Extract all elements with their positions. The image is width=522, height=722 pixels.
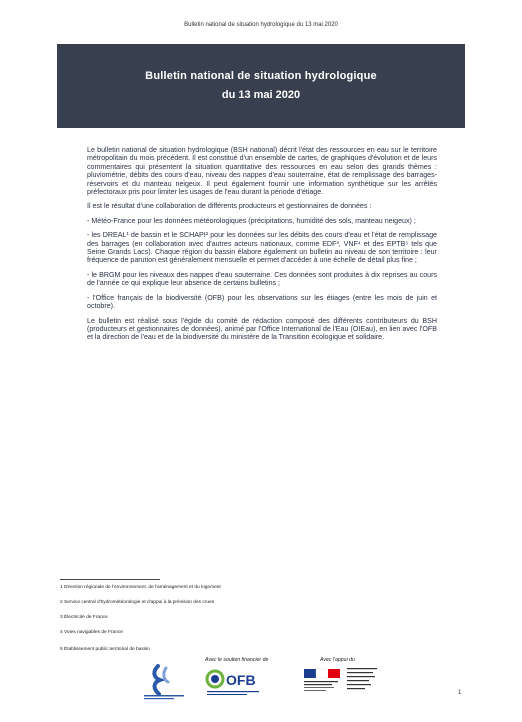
ministry-secondary-logo [345,665,381,697]
body-text [87,146,437,348]
footnote-5: 5 Établissement public territorial de bassin [60,647,150,652]
paragraph: Il est le résultat d'une collaboration de différents producteurs et gestionnaires de données : [87,202,372,211]
paragraph: Le bulletin national de situation hydrologique (BSH national) décrit l'état des ressources en eau sur le territoire métropolitain du mois précédent. Il est constitué d'un ensemble de cartes, de graphiques d'évolution et de leurs commentaires qui présentent la situation quantitative des ressources en eau selon des grands thèmes : pluviométrie, débits des cours d'eau, niveau des nappes d'eau souterraine, état de remplissage des barrages-réservoirs et du manteau neigeux. Il peut également fournir une information synthétique sur les arrêtés préfectoraux pris pour limiter les usages de l'eau durant la période d'étiage. [87,146,437,197]
footnote-1: 1 Direction régionale de l'environnement, de l'aménagement et du logement [60,585,221,590]
paragraph: Le bulletin est réalisé sous l'égide du comité de rédaction composé des différents contributeurs du BSH (producteurs et gestionnaires de données), animé par l'Office International de l'Eau (OIEau), en lien avec l'OFB et la direction de l'eau et de la biodiversité du ministère de la Transition écologique et solidaire. [87,316,437,342]
paragraph: - le BRGM pour les niveaux des nappes d'eau souterraine. Ces données sont produites à dix reprises au cours de l'année ce qui explique leur absence de certains bulletins ; [87,270,437,288]
ministry-logo [302,667,342,695]
title-line-1: Bulletin national de situation hydrologique [145,70,377,82]
paragraph: - l'Office français de la biodiversité (OFB) pour les observations sur les étiages (entre les mois de juin et octobre). [87,293,437,311]
page-number: 1 [458,690,462,696]
footnote-3: 3 Électricité de France [60,615,108,620]
title-line-2: du 13 mai 2020 [221,89,301,101]
ofb-logo [205,667,265,697]
paragraph: - les DREAL¹ de bassin et le SCHAPI² pour les données sur les débits des cours d'eau et l'état de remplissage des barrages (en collaboration avec d'autres acteurs nationaux, comme EDF³, VNF⁴ et des EPTB⁵ tels que Seine Grands Lacs). Chaque région du bassin élabore également un bulletin au niveau de son territoire : leur fréquence de parution est généralement mensuelle et permet d'accéder à une échelle de détail plus fine ; [87,231,437,265]
paragraph: - Météo-France pour les données météorologiques (précipitations, humidité des sols, manteau neigeux) ; [87,216,416,225]
oieau-logo [140,664,190,700]
footnote-4: 4 Voies navigables de France [60,630,123,635]
ofb-logo-text: OFB [226,672,256,688]
title-banner [57,44,465,128]
footnote-2: 2 Service central d'hydrométéorologie et d'appui à la prévision des crues [60,600,215,605]
support-label: Avec le soutien financier de [205,657,269,663]
footnote-divider [60,579,160,580]
running-header: Bulletin national de situation hydrologique du 13 mai 2020 [184,22,338,28]
appui-label: Avec l'appui du [320,657,355,663]
